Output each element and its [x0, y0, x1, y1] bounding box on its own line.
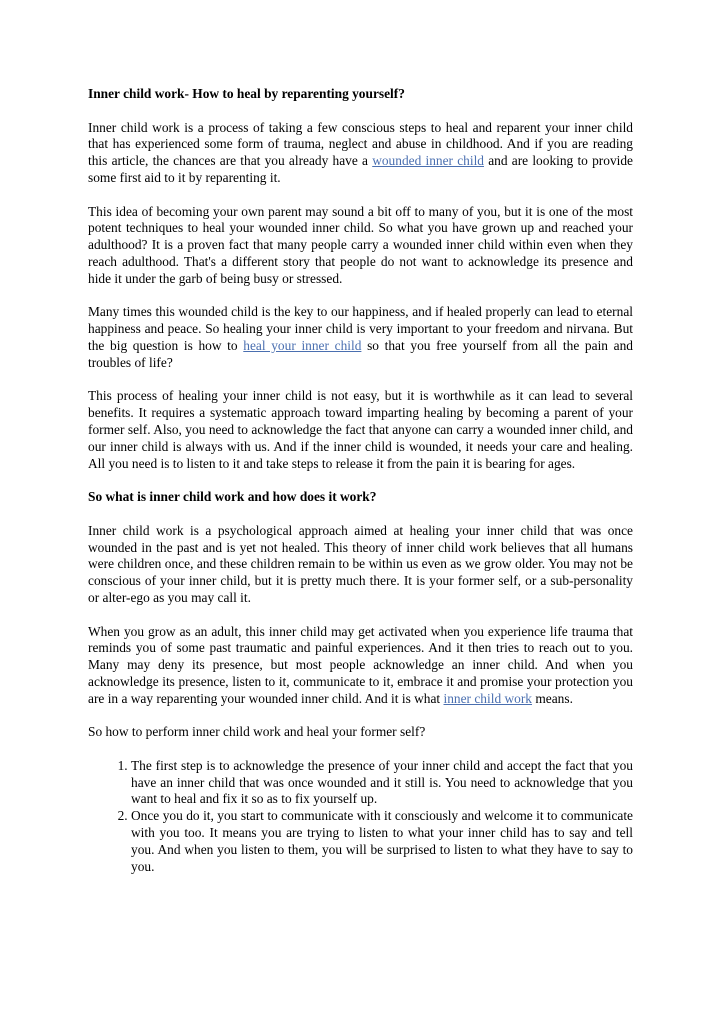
- paragraph-text: Inner child work is a process of taking a few conscious steps to heal and reparent your inner child that has experienced some form of trauma, neglect and abuse in childhood. And if you are reading this article, the chances are that you already have a: [88, 119, 633, 169]
- paragraph-definition: Inner child work is a psychological approach aimed at healing your inner child that was once wounded in the past and is yet not healed. This theory of inner child work believes that all humans were children once, and these children remain to be within us even as we grow older. You may not be conscious of your inner child, but it is pretty much there. It is your former self, or a sub-personality or alter-ego as you may call it.: [88, 522, 633, 605]
- paragraph-adult: [88, 624, 633, 708]
- document-page: [88, 86, 633, 875]
- inner-child-work-link[interactable]: inner child work: [443, 690, 533, 706]
- list-item: 1. The first step is to acknowledge the presence of your inner child and accept the fact that you have an inner child that was once wounded and it still is. You need to acknowledge that you want to heal and fix it so as to fix yourself up.: [131, 758, 633, 808]
- article-title: Inner child work- How to heal by reparenting yourself?: [88, 86, 405, 101]
- paragraph-parent-idea: This idea of becoming your own parent may sound a bit off to many of you, but it is one of the most potent techniques to heal your wounded inner child. So what you have grown up and reached your adulthood? It is a proven fact that many people carry a wounded inner child within even when they reach adulthood. That's a different story that people do not want to acknowledge its presence and hide it under the garb of being busy or stressed.: [88, 203, 633, 286]
- paragraph-text: means.: [532, 690, 573, 706]
- list-item: 2. Once you do it, you start to communicate with it consciously and welcome it to communicate with you too. It means you are trying to listen to what your inner child has to say and tell you. And when you listen to them, you will be surprised to listen to what they have to say to you.: [131, 808, 633, 875]
- paragraph-process: This process of healing your inner child is not easy, but it is worthwhile as it can lead to several benefits. It requires a systematic approach toward imparting healing by becoming a parent of your former self. Also, you need to acknowledge the fact that anyone can carry a wounded inner child, and our inner child is always with us. And if the inner child is wounded, it needs your care and healing. All you need is to listen to it and take steps to release it from the pain it is bearing for ages.: [88, 388, 633, 471]
- heal-your-inner-child-link[interactable]: heal your inner child: [243, 337, 362, 353]
- paragraph-happiness: [88, 304, 633, 371]
- paragraph-text: When you grow as an adult, this inner child may get activated when you experience life trauma that reminds you of some past traumatic and painful experiences. And it then tries to reach out to you. Many may deny its presence, but most people acknowledge an inner child. And when you acknowledge its presence, listen to it, communicate to it, embrace it and promise your protection you are in a way reparenting your wounded inner child. And it is what: [88, 623, 633, 706]
- paragraph-text: Many times this wounded child is the key to our happiness, and if healed properly can lead to eternal happiness and peace. So healing your inner child is very important to your freedom and nirvana. But the big question is how to: [88, 304, 633, 353]
- wounded-inner-child-link[interactable]: wounded inner child: [372, 153, 484, 169]
- paragraph-text: so that you free yourself from all the pain and troubles of life?: [88, 337, 633, 370]
- section-heading: So what is inner child work and how does it work?: [88, 489, 377, 505]
- steps-list: [88, 758, 633, 876]
- paragraph-intro: [88, 120, 633, 187]
- paragraph-how-to: So how to perform inner child work and heal your former self?: [88, 724, 426, 740]
- paragraph-text: and are looking to provide some first aid to it by reparenting it.: [88, 153, 633, 185]
